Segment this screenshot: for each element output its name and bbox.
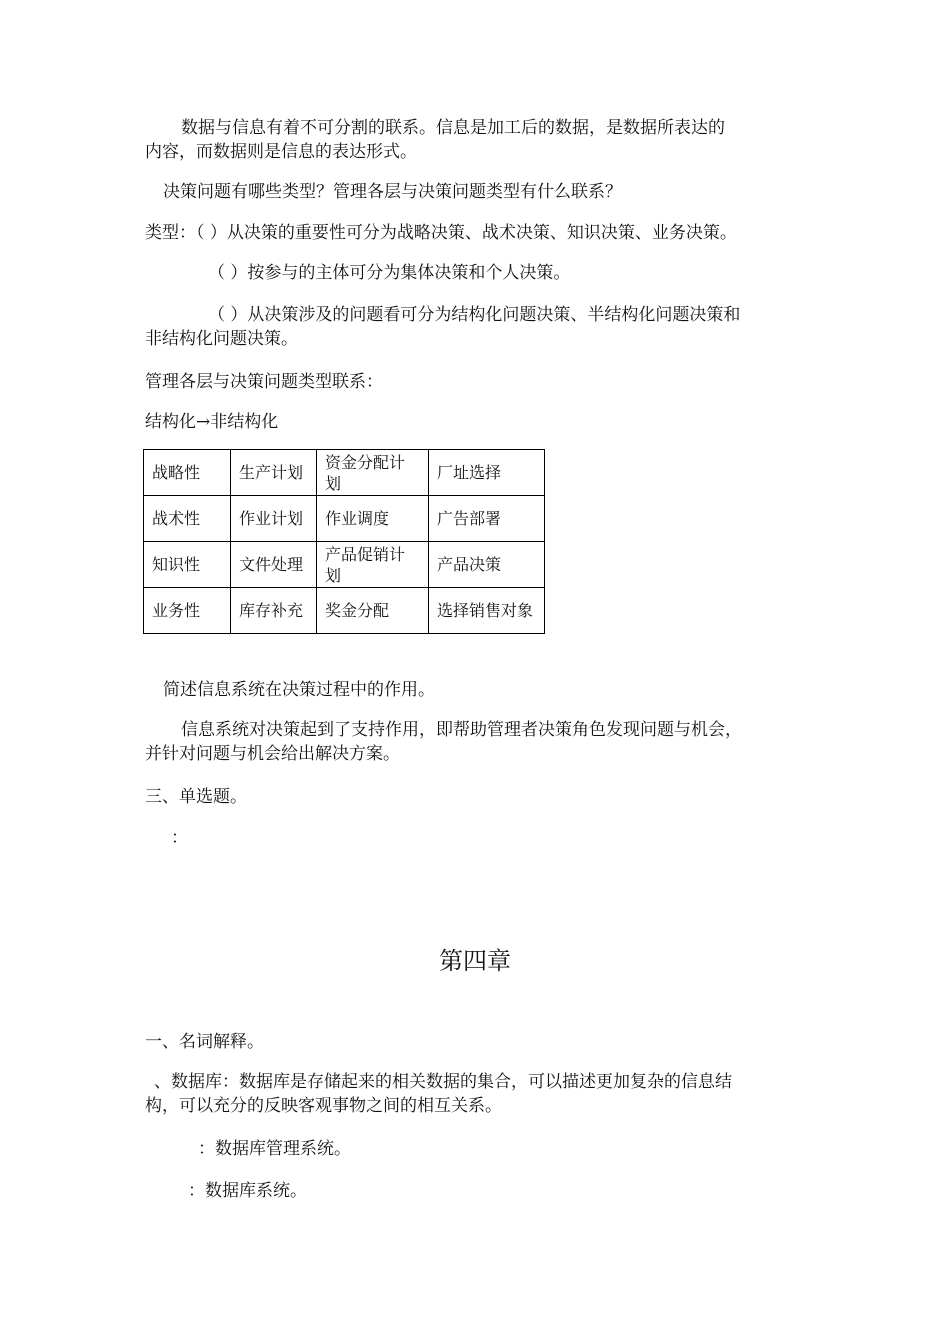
table-cell: 厂址选择 [429,450,545,496]
table-cell: 广告部署 [429,496,545,542]
colon-line: ： [171,828,188,848]
table-row [144,588,545,634]
table-cell: 产品促销计划 [317,542,429,588]
table-cell: 业务性 [144,588,231,634]
types-item-3 [145,303,825,351]
definition-dbs: ：数据库系统。 [188,1181,307,1201]
table-cell: 作业调度 [317,496,429,542]
types-item-3-line2: 非结构化问题决策。 [145,329,298,349]
chapter-title: 第四章 [439,947,511,975]
section-heading-single-choice: 三、单选题。 [145,787,247,807]
definition-dbms: ：数据库管理系统。 [198,1139,351,1159]
table-cell: 战术性 [144,496,231,542]
types-line-1 [145,221,737,245]
types-item-3-line1: （ ）从决策涉及的问题看可分为结构化问题决策、半结构化问题决策和 [208,305,741,325]
types-item-2: （ ）按参与的主体可分为集体决策和个人决策。 [208,263,571,283]
table-row [144,496,545,542]
paragraph-line: 数据与信息有着不可分割的联系。信息是加工后的数据，是数据所表达的 [181,118,725,138]
definition-database [145,1070,732,1118]
types-item-1: （ ）从决策的重要性可分为战略决策、战术决策、知识决策、业务决策。 [196,223,737,243]
table-cell: 库存补充 [231,588,317,634]
table-cell: 资金分配计划 [317,450,429,496]
table-cell: 生产计划 [231,450,317,496]
table-row [144,542,545,588]
definition-line: 、数据库：数据库是存储起来的相关数据的集合，可以描述更加复杂的信息结 [154,1072,732,1092]
section-heading-terms: 一、名词解释。 [145,1032,264,1052]
answer-system-role [145,718,742,766]
question-decision-types: 决策问题有哪些类型？管理各层与决策问题类型有什么联系？ [163,182,622,202]
question-system-role: 简述信息系统在决策过程中的作用。 [163,680,435,700]
table-cell: 奖金分配 [317,588,429,634]
management-link-heading: 管理各层与决策问题类型联系： [145,372,383,392]
table-cell: 作业计划 [231,496,317,542]
table-row [144,450,545,496]
table-cell: 选择销售对象 [429,588,545,634]
paragraph-data-info [145,116,805,164]
structure-arrow-text: 结构化→非结构化 [145,412,279,432]
table-cell: 战略性 [144,450,231,496]
table-cell: 文件处理 [231,542,317,588]
answer-line: 信息系统对决策起到了支持作用，即帮助管理者决策角色发现问题与机会， [181,720,742,740]
table-cell: 知识性 [144,542,231,588]
types-label: 类型： [145,223,196,243]
answer-line: 并针对问题与机会给出解决方案。 [145,744,400,764]
table-cell: 产品决策 [429,542,545,588]
definition-line: 构，可以充分的反映客观事物之间的相互关系。 [145,1096,502,1116]
decision-type-table [143,449,545,634]
paragraph-line: 内容，而数据则是信息的表达形式。 [145,142,417,162]
